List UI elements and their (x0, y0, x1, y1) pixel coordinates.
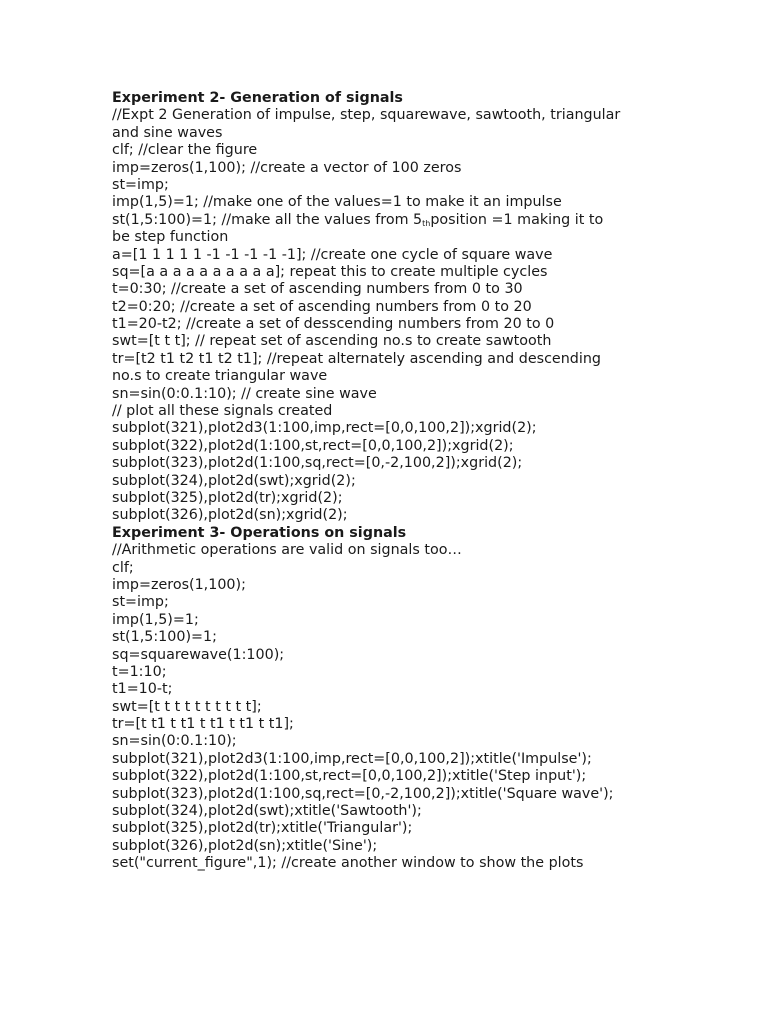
code-line: subplot(322),plot2d(1:100,st,rect=[0,0,100,2]);xtitle('Step input'); (112, 768, 587, 785)
code-line: clf; (112, 559, 134, 576)
code-text: st(1,5:100)=1; //make all the values from 5 (112, 211, 423, 228)
code-line: //Expt 2 Generation of impulse, step, squarewave, sawtooth, triangular (112, 107, 621, 124)
code-line: st(1,5:100)=1; (112, 629, 217, 646)
code-line: t=0:30; //create a set of ascending numbers from 0 to 30 (112, 281, 523, 298)
ordinal-suffix: th (422, 218, 431, 228)
document-page (112, 90, 652, 873)
code-line: sn=sin(0:0.1:10); (112, 733, 237, 750)
code-line: sn=sin(0:0.1:10); // create sine wave (112, 385, 377, 402)
code-line: a=[1 1 1 1 1 -1 -1 -1 -1 -1]; //create one cycle of square wave (112, 246, 553, 263)
code-line: clf; //clear the figure (112, 142, 258, 159)
code-line: imp(1,5)=1; (112, 611, 199, 628)
code-line: subplot(321),plot2d3(1:100,imp,rect=[0,0,100,2]);xgrid(2); (112, 420, 537, 437)
code-line: subplot(325),plot2d(tr);xgrid(2); (112, 489, 343, 506)
code-line: //Arithmetic operations are valid on signals too… (112, 542, 462, 559)
code-line: imp(1,5)=1; //make one of the values=1 to make it an impulse (112, 194, 562, 211)
code-line: subplot(321),plot2d3(1:100,imp,rect=[0,0,100,2]);xtitle('Impulse'); (112, 750, 592, 767)
code-line: st=imp; (112, 594, 169, 611)
code-line: // plot all these signals created (112, 403, 333, 420)
code-line: no.s to create triangular wave (112, 368, 328, 385)
code-line: t2=0:20; //create a set of ascending numbers from 0 to 20 (112, 298, 532, 315)
code-line: t=1:10; (112, 663, 167, 680)
code-line: subplot(324),plot2d(swt);xtitle('Sawtooth'); (112, 803, 422, 820)
code-line: st=imp; (112, 176, 169, 193)
code-line: swt=[t t t t t t t t t t]; (112, 698, 262, 715)
experiment-2-heading: Experiment 2- Generation of signals (112, 90, 403, 106)
code-line: sq=squarewave(1:100); (112, 646, 285, 663)
code-line: subplot(326),plot2d(sn);xtitle('Sine'); (112, 837, 378, 854)
code-line: subplot(324),plot2d(swt);xgrid(2); (112, 472, 356, 489)
code-line: t1=10-t; (112, 681, 173, 698)
code-line: be step function (112, 229, 229, 246)
code-line: subplot(323),plot2d(1:100,sq,rect=[0,-2,100,2]);xtitle('Square wave'); (112, 785, 614, 802)
experiment-3-heading: Experiment 3- Operations on signals (112, 524, 407, 541)
code-line: subplot(323),plot2d(1:100,sq,rect=[0,-2,100,2]);xgrid(2); (112, 455, 523, 472)
code-line: imp=zeros(1,100); (112, 576, 246, 593)
code-line: subplot(326),plot2d(sn);xgrid(2); (112, 507, 348, 524)
code-line: set("current_figure",1); //create another window to show the plots (112, 855, 584, 872)
code-line: sq=[a a a a a a a a a a]; repeat this to create multiple cycles (112, 263, 548, 280)
code-line: subplot(322),plot2d(1:100,st,rect=[0,0,100,2]);xgrid(2); (112, 437, 514, 454)
code-line: and sine waves (112, 124, 223, 141)
code-text: position =1 making it to (430, 211, 604, 228)
code-line: imp=zeros(1,100); //create a vector of 100 zeros (112, 159, 462, 176)
code-line-step (112, 212, 652, 229)
code-line: t1=20-t2; //create a set of desscending numbers from 20 to 0 (112, 316, 555, 333)
code-line: swt=[t t t]; // repeat set of ascending no.s to create sawtooth (112, 333, 552, 350)
code-line: subplot(325),plot2d(tr);xtitle('Triangular'); (112, 820, 413, 837)
code-line: tr=[t2 t1 t2 t1 t2 t1]; //repeat alternately ascending and descending (112, 350, 601, 367)
code-line: tr=[t t1 t t1 t t1 t t1 t t1]; (112, 716, 294, 733)
